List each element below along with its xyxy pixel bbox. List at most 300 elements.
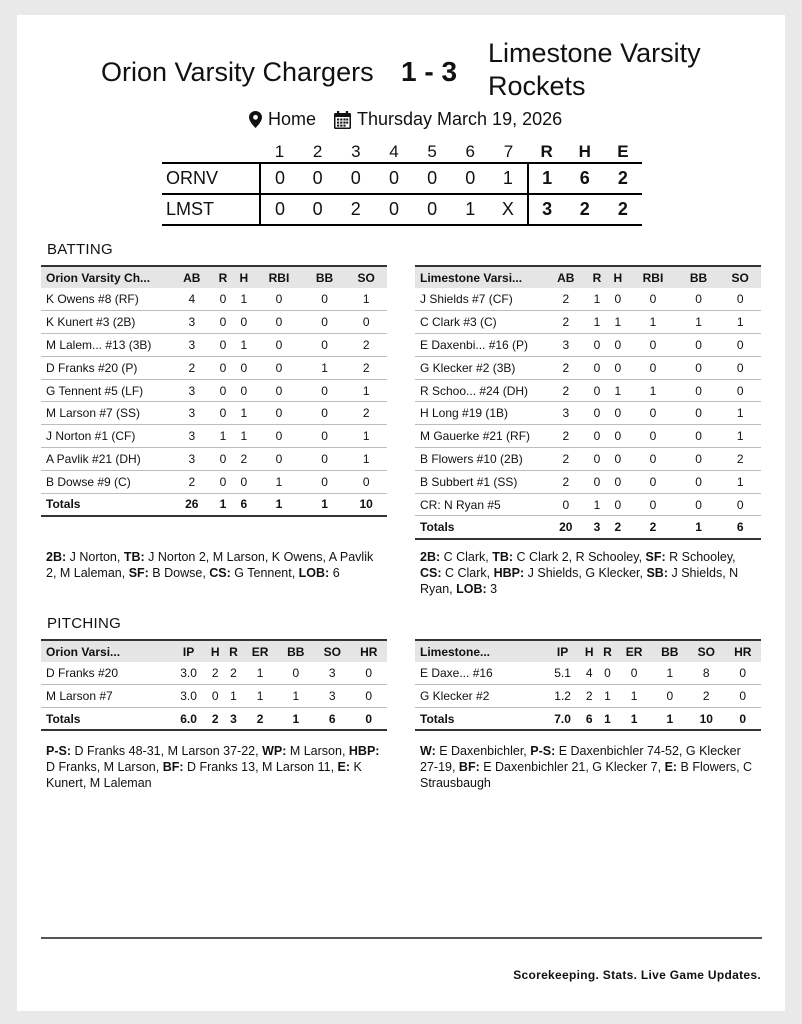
stat-cell: 0: [304, 470, 346, 493]
table-row: [41, 379, 387, 402]
note-key: TB:: [492, 550, 514, 564]
inning-score: 0: [312, 199, 323, 219]
note-value: R Schooley,: [665, 550, 736, 564]
stat-cell: 3: [171, 448, 213, 471]
total-hits: 6: [579, 168, 590, 188]
note-value: G Tennent,: [230, 566, 299, 580]
inning-score: 0: [427, 199, 438, 219]
note-key: CS:: [209, 566, 231, 580]
away-pitching-notes: [420, 743, 760, 791]
stat-cell: 0: [213, 356, 234, 379]
note-key: BF:: [162, 760, 184, 774]
totals-row: [41, 493, 387, 516]
stat-cell: 3: [171, 334, 213, 357]
stat-cell: 2: [224, 662, 242, 685]
stat-cell: 1: [628, 311, 678, 334]
totals-label: Totals: [415, 516, 545, 539]
stat-cell: 2: [545, 356, 587, 379]
note-key: CS:: [420, 566, 442, 580]
stat-cell: 3: [545, 334, 587, 357]
inning-header: 2: [312, 141, 323, 161]
total-cell: 1: [304, 493, 346, 516]
home-batting-header-row: [41, 266, 387, 288]
total-cell: 2: [243, 708, 278, 731]
inning-score: 1: [465, 199, 476, 219]
table-row: [415, 662, 761, 685]
note-key: E:: [337, 760, 351, 774]
table-row: [415, 493, 761, 516]
stat-cell: 0: [598, 662, 616, 685]
home-batting-table: [41, 265, 387, 517]
note-value: J Shields, N Ryan,: [420, 566, 739, 596]
stat-cell: 0: [628, 448, 678, 471]
inning-score: 0: [388, 168, 399, 188]
inning-header: 3: [351, 141, 361, 161]
column-header: H: [584, 644, 594, 659]
column-header: RBI: [268, 270, 290, 285]
footer-divider: [41, 937, 762, 939]
stat-cell: 1: [243, 685, 278, 708]
stat-cell: 0: [254, 356, 304, 379]
stat-cell: 0: [304, 402, 346, 425]
stat-cell: 1: [345, 379, 387, 402]
hits-header: H: [578, 141, 591, 161]
note-key: SF:: [645, 550, 666, 564]
total-cell: 3: [224, 708, 242, 731]
footer-tagline: Scorekeeping. Stats. Live Game Updates.: [513, 968, 761, 982]
column-header: AB: [183, 270, 201, 285]
table-row: [41, 334, 387, 357]
stat-cell: 0: [304, 288, 346, 311]
note-key: P-S:: [46, 744, 71, 758]
player-name: K Owens #8 (RF): [41, 288, 171, 311]
table-row: [415, 356, 761, 379]
line-score-corner: [162, 141, 260, 163]
note-key: E:: [664, 760, 678, 774]
game-date: Thursday March 19, 2026: [357, 109, 563, 129]
stat-cell: 0: [587, 356, 608, 379]
stat-cell: 0: [213, 448, 234, 471]
stat-cell: 3: [171, 425, 213, 448]
column-header: R: [229, 644, 238, 659]
total-cell: 1: [278, 708, 314, 731]
stat-cell: 0: [254, 379, 304, 402]
away-team-name: Limestone Varsity Rockets: [488, 38, 701, 101]
inning-score: 0: [312, 168, 323, 188]
column-header: IP: [556, 644, 569, 659]
stat-cell: 0: [233, 311, 254, 334]
player-name: K Kunert #3 (2B): [41, 311, 171, 334]
team-column-header: Orion Varsi...: [46, 644, 121, 659]
inning-header: 7: [503, 141, 514, 161]
stat-cell: 1: [617, 685, 652, 708]
away-pitching-header-row: [415, 640, 761, 662]
inning-score: 0: [260, 163, 298, 194]
totals-row: [415, 516, 761, 539]
stat-cell: 1: [345, 425, 387, 448]
stat-cell: 3: [314, 662, 350, 685]
stat-cell: 1: [587, 288, 608, 311]
column-header: HR: [734, 644, 752, 659]
player-name: M Gauerke #21 (RF): [415, 425, 545, 448]
column-header: RBI: [642, 270, 664, 285]
stat-cell: 1: [607, 379, 628, 402]
note-value: C Clark,: [441, 566, 494, 580]
stat-cell: 0: [213, 311, 234, 334]
away-pitching-table: [415, 639, 761, 731]
stat-cell: 0: [350, 662, 387, 685]
stat-cell: 1: [213, 425, 234, 448]
total-cell: 7.0: [545, 708, 580, 731]
inning-score: X: [501, 199, 514, 219]
stat-cell: 0: [724, 662, 761, 685]
inning-header: 6: [465, 141, 475, 161]
stat-cell: 3.0: [171, 685, 206, 708]
table-row: [41, 288, 387, 311]
note-value: C Clark,: [440, 550, 493, 564]
stat-cell: 0: [607, 493, 628, 516]
stat-cell: 2: [545, 288, 587, 311]
stat-cell: 0: [628, 356, 678, 379]
note-key: SF:: [128, 566, 149, 580]
stat-cell: 2: [545, 379, 587, 402]
table-row: [41, 425, 387, 448]
inning-header: 1: [274, 141, 285, 161]
note-key: 2B:: [46, 550, 67, 564]
stat-cell: 4: [171, 288, 213, 311]
note-key: HBP:: [348, 744, 380, 758]
line-score-row-away: [162, 194, 642, 225]
stat-cell: 1: [607, 311, 628, 334]
player-name: J Norton #1 (CF): [41, 425, 171, 448]
note-key: SB:: [646, 566, 668, 580]
stat-cell: 3.0: [171, 662, 206, 685]
stat-cell: 0: [678, 425, 720, 448]
total-cell: 6: [580, 708, 598, 731]
total-cell: 2: [607, 516, 628, 539]
player-name: E Daxe... #16: [415, 662, 545, 685]
line-score-table: [162, 141, 642, 226]
stat-cell: 1: [233, 334, 254, 357]
total-cell: 1: [617, 708, 652, 731]
line-score-team: LMST: [166, 199, 215, 219]
table-row: [41, 662, 387, 685]
total-cell: 6.0: [171, 708, 206, 731]
home-pitching-notes: [46, 743, 386, 791]
stat-cell: 0: [719, 379, 761, 402]
stat-cell: 0: [304, 425, 346, 448]
stat-cell: 0: [724, 685, 761, 708]
home-batting-notes: [46, 549, 386, 581]
stat-cell: 0: [587, 470, 608, 493]
total-errors: 2: [617, 168, 628, 188]
note-value: D Franks 48-31, M Larson 37-22,: [71, 744, 263, 758]
inning-header: 4: [389, 141, 399, 161]
stat-cell: 0: [350, 685, 387, 708]
column-header: R: [592, 270, 602, 285]
stat-cell: 0: [206, 685, 224, 708]
stat-cell: 0: [719, 493, 761, 516]
stat-cell: 0: [628, 425, 678, 448]
away-batting-table: [415, 265, 761, 540]
stat-cell: 0: [678, 493, 720, 516]
stat-cell: 0: [678, 470, 720, 493]
player-name: C Clark #3 (C): [415, 311, 545, 334]
away-batting-notes: [420, 549, 760, 597]
stat-cell: 0: [304, 334, 346, 357]
stat-cell: 1: [233, 288, 254, 311]
stat-cell: 0: [254, 311, 304, 334]
stat-cell: 0: [628, 288, 678, 311]
box-score-page: [17, 15, 785, 1011]
runs-header: R: [540, 141, 553, 161]
note-key: LOB:: [298, 566, 330, 580]
total-cell: 2: [628, 516, 678, 539]
player-name: E Daxenbi... #16 (P): [415, 334, 545, 357]
stat-cell: 2: [171, 470, 213, 493]
player-name: R Schoo... #24 (DH): [415, 379, 545, 402]
home-pitching-table: [41, 639, 387, 731]
stat-cell: 3: [171, 402, 213, 425]
batting-section-title: BATTING: [47, 241, 113, 258]
stat-cell: 0: [607, 334, 628, 357]
total-runs: 1: [528, 163, 566, 194]
note-value: B Dowse,: [148, 566, 210, 580]
stat-cell: 1: [587, 311, 608, 334]
totals-label: Totals: [415, 708, 545, 731]
stat-cell: 2: [345, 402, 387, 425]
note-value: 6: [329, 566, 340, 580]
final-score: 1 - 3: [401, 56, 458, 87]
stat-cell: 0: [628, 334, 678, 357]
inning-score: 0: [465, 168, 476, 188]
table-row: [41, 402, 387, 425]
inning-score: 0: [427, 168, 438, 188]
column-header: BB: [689, 270, 708, 285]
stat-cell: 0: [607, 402, 628, 425]
stat-cell: 1: [719, 425, 761, 448]
column-header: ER: [251, 644, 269, 659]
table-row: [415, 425, 761, 448]
column-header: AB: [557, 270, 575, 285]
total-hits: 2: [579, 199, 590, 219]
note-key: W:: [420, 744, 436, 758]
column-header: SO: [357, 270, 375, 285]
table-row: [41, 685, 387, 708]
total-cell: 1: [213, 493, 234, 516]
stat-cell: 2: [171, 356, 213, 379]
note-value: B Flowers, C Strausbaugh: [420, 760, 753, 790]
stat-cell: 0: [345, 311, 387, 334]
player-name: B Flowers #10 (2B): [415, 448, 545, 471]
stat-cell: 0: [233, 379, 254, 402]
note-value: E Daxenbichler 21, G Klecker 7,: [479, 760, 665, 774]
stat-cell: 2: [345, 356, 387, 379]
location-pin-icon: [249, 111, 262, 128]
game-meta: [249, 109, 562, 130]
column-header: H: [613, 270, 623, 285]
player-name: CR: N Ryan #5: [415, 493, 545, 516]
total-cell: 26: [171, 493, 213, 516]
stat-cell: 1: [345, 288, 387, 311]
note-key: HBP:: [493, 566, 525, 580]
note-value: D Franks 13, M Larson 11,: [183, 760, 338, 774]
stat-cell: 1: [233, 402, 254, 425]
stat-cell: 0: [678, 448, 720, 471]
inning-score: 2: [350, 199, 361, 219]
home-team-name: Orion Varsity Chargers: [101, 57, 374, 87]
column-header: H: [239, 270, 249, 285]
note-key: 2B:: [420, 550, 441, 564]
stat-cell: 0: [587, 334, 608, 357]
note-key: BF:: [458, 760, 480, 774]
note-value: D Franks, M Larson,: [46, 760, 163, 774]
stat-cell: 2: [688, 685, 724, 708]
player-name: D Franks #20: [41, 662, 171, 685]
stat-cell: 0: [545, 493, 587, 516]
stat-cell: 3: [171, 311, 213, 334]
column-header: SO: [697, 644, 715, 659]
stat-cell: 1: [678, 311, 720, 334]
total-cell: 0: [724, 708, 761, 731]
team-column-header: Limestone Varsi...: [420, 270, 523, 285]
player-name: J Shields #7 (CF): [415, 288, 545, 311]
stat-cell: 0: [678, 402, 720, 425]
column-header: BB: [287, 644, 305, 659]
stat-cell: 2: [545, 470, 587, 493]
stat-cell: 1: [345, 448, 387, 471]
table-row: [415, 288, 761, 311]
away-batting-header-row: [415, 266, 761, 288]
note-value: 3: [486, 582, 498, 596]
player-name: M Larson #7: [41, 685, 171, 708]
stat-cell: 2: [545, 448, 587, 471]
stat-cell: 0: [628, 402, 678, 425]
total-runs: 3: [528, 194, 566, 225]
column-header: BB: [315, 270, 334, 285]
home-pitching-header-row: [41, 640, 387, 662]
note-value: J Norton 2, M Larson, K Owens, A Pavlik 2, M Laleman,: [46, 550, 374, 580]
table-row: [415, 311, 761, 334]
stat-cell: 0: [652, 685, 688, 708]
player-name: A Pavlik #21 (DH): [41, 448, 171, 471]
stat-cell: 0: [213, 334, 234, 357]
stat-cell: 5.1: [545, 662, 580, 685]
player-name: D Franks #20 (P): [41, 356, 171, 379]
table-row: [415, 685, 761, 708]
inning-header: 5: [427, 141, 437, 161]
stat-cell: 4: [580, 662, 598, 685]
stat-cell: 0: [587, 425, 608, 448]
stat-cell: 1: [304, 356, 346, 379]
total-cell: 1: [254, 493, 304, 516]
note-key: WP:: [262, 744, 287, 758]
note-value: M Larson,: [286, 744, 349, 758]
stat-cell: 1.2: [545, 685, 580, 708]
column-header: H: [210, 644, 220, 659]
stat-cell: 0: [213, 470, 234, 493]
stat-cell: 0: [254, 288, 304, 311]
note-value: E Daxenbichler 74-52, G Klecker 27-19,: [420, 744, 741, 774]
player-name: H Long #19 (1B): [415, 402, 545, 425]
stat-cell: 8: [688, 662, 724, 685]
total-cell: 1: [652, 708, 688, 731]
stat-cell: 0: [278, 662, 314, 685]
stat-cell: 0: [254, 402, 304, 425]
stat-cell: 0: [719, 334, 761, 357]
stat-cell: 0: [304, 311, 346, 334]
total-cell: 6: [314, 708, 350, 731]
stat-cell: 2: [345, 334, 387, 357]
stat-cell: 0: [628, 470, 678, 493]
table-row: [41, 311, 387, 334]
stat-cell: 0: [345, 470, 387, 493]
stat-cell: 2: [233, 448, 254, 471]
player-name: B Dowse #9 (C): [41, 470, 171, 493]
total-cell: 0: [350, 708, 387, 731]
stat-cell: 0: [678, 379, 720, 402]
stat-cell: 1: [233, 425, 254, 448]
inning-score: 0: [350, 168, 361, 188]
stat-cell: 2: [719, 448, 761, 471]
player-name: M Larson #7 (SS): [41, 402, 171, 425]
total-cell: 6: [719, 516, 761, 539]
stat-cell: 0: [719, 356, 761, 379]
column-header: IP: [182, 644, 195, 659]
stat-cell: 0: [254, 448, 304, 471]
stat-cell: 3: [171, 379, 213, 402]
column-header: BB: [661, 644, 679, 659]
note-value: K Kunert, M Laleman: [46, 760, 362, 790]
note-key: LOB:: [456, 582, 487, 596]
table-row: [415, 334, 761, 357]
stat-cell: 0: [254, 425, 304, 448]
stat-cell: 0: [233, 470, 254, 493]
stat-cell: 0: [719, 288, 761, 311]
stat-cell: 0: [254, 334, 304, 357]
column-header: R: [218, 270, 228, 285]
player-name: G Tennent #5 (LF): [41, 379, 171, 402]
total-cell: 10: [688, 708, 724, 731]
stat-cell: 1: [719, 311, 761, 334]
player-name: M Lalem... #13 (3B): [41, 334, 171, 357]
stat-cell: 2: [545, 311, 587, 334]
errors-header: E: [617, 141, 629, 161]
stat-cell: 0: [304, 448, 346, 471]
total-cell: 3: [587, 516, 608, 539]
calendar-icon: [334, 111, 351, 129]
stat-cell: 1: [278, 685, 314, 708]
stat-cell: 0: [233, 356, 254, 379]
inning-score: 0: [388, 199, 399, 219]
totals-row: [415, 708, 761, 731]
pitching-section-title: PITCHING: [47, 615, 122, 632]
stat-cell: 0: [587, 402, 608, 425]
total-cell: 20: [545, 516, 587, 539]
line-score-row-home: [162, 163, 642, 194]
stat-cell: 0: [607, 448, 628, 471]
stat-cell: 0: [678, 356, 720, 379]
total-cell: 2: [206, 708, 224, 731]
stat-cell: 1: [587, 493, 608, 516]
column-header: HR: [360, 644, 378, 659]
stat-cell: 1: [598, 685, 616, 708]
line-score-header: [162, 141, 642, 163]
stat-cell: 0: [607, 470, 628, 493]
inning-score: 0: [260, 194, 298, 225]
totals-label: Totals: [41, 493, 171, 516]
column-header: SO: [731, 270, 749, 285]
